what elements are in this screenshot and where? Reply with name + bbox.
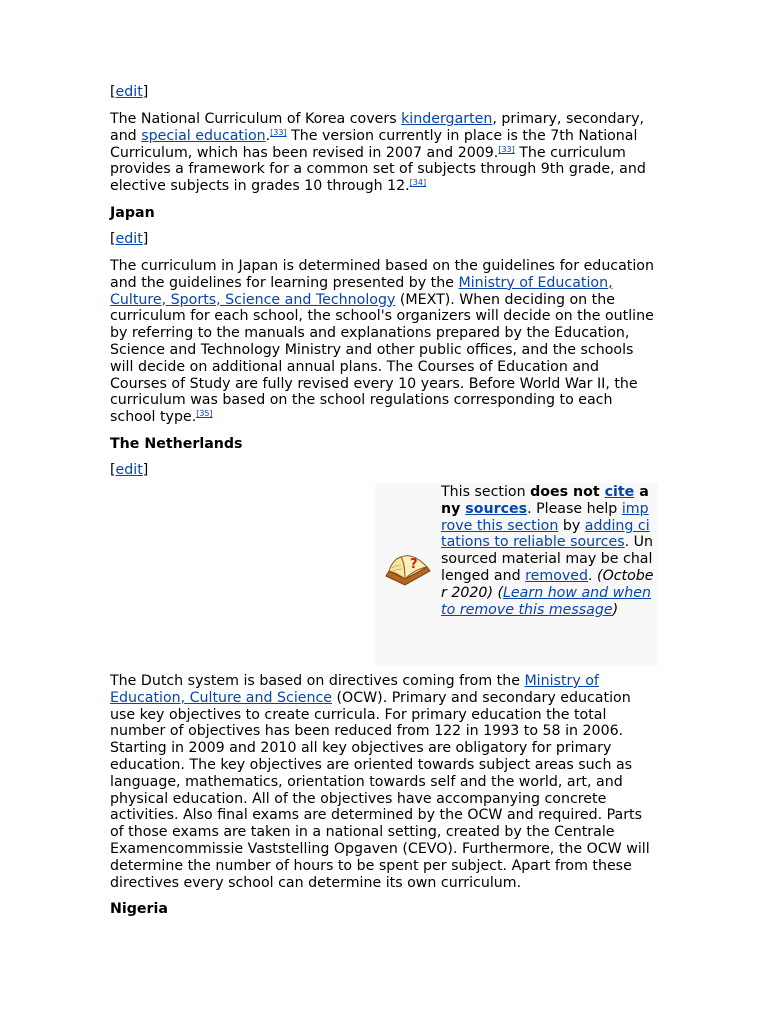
korea-text-3: . [265, 127, 271, 144]
book-question-icon-svg [383, 549, 433, 589]
kindergarten-link[interactable]: kindergarten [401, 111, 493, 127]
notice-text-7: ) [612, 601, 619, 618]
article-content [110, 84, 658, 927]
notice-text-6: ( [492, 584, 504, 601]
notice-text-3: by [558, 517, 585, 534]
japan-text-2: (MEXT). When deciding on the curriculum for each school, the school's organizers will decide on the outline by referring to the manuals and explanations prepared by the Education, Science and Technology Ministry and other public offices, and the schools will decide on additional annual plans. The Courses of Education and Courses of Study are fully revised every 10 years. Before World War II, the curriculum was based on the school regulations corresponding to each school type. [110, 291, 654, 426]
korea-text-2: , primary, secondary, and [110, 111, 644, 144]
book-question-icon [383, 549, 433, 589]
notice-text-1: This section [441, 483, 531, 500]
netherlands-heading: The Netherlands [110, 435, 243, 452]
japan-edit-section [110, 231, 658, 248]
learn-remove-link[interactable]: Learn how and when to remove this message [441, 584, 651, 618]
korea-text-4: The version currently in place is the 7th National Curriculum, which has been revised in 2007 and 2009. [110, 127, 638, 161]
reference-33-link[interactable]: [33] [270, 127, 287, 137]
netherlands-text-2: (OCW). Primary and secondary education use key objectives to create curricula. For primary education the total number of objectives has been reduced from 122 in 1993 to 58 in 2006. Starting in 2009 and 2010 all key objectives are obligatory for primary education. The key objectives are oriented towards subject areas such as language, mathematics, orientation towards self and the world, art, and physical education. All of the objectives have accompanying concrete activities. Also final exams are determined by the OCW and required. Parts of those exams are taken in a national setting, created by the Centrale Examencommissie Vaststelling Opgaven (CEVO). Furthermore, the OCW will determine the number of hours to be spent per subject. Apart from these directives every school can determine its own curriculum. [110, 689, 650, 891]
korea-edit-link[interactable]: edit [115, 84, 143, 100]
edit-bracket-close: ] [142, 230, 149, 247]
japan-paragraph [110, 258, 658, 426]
cite-link[interactable]: cite [604, 483, 635, 500]
improve-section-link[interactable]: improve this section [441, 500, 649, 534]
notice-text [441, 484, 654, 618]
notice-bold-2: any [441, 483, 649, 517]
korea-text-5: The curriculum provides a framework for a common set of subjects through 9th grade, and elective subjects in grades 10 through 12. [110, 144, 646, 195]
japan-heading: Japan [110, 204, 155, 221]
korea-edit-section [110, 84, 658, 101]
edit-bracket-open: [ [110, 230, 116, 247]
korea-text-1: The National Curriculum of Korea covers [110, 111, 402, 127]
edit-bracket-close: ] [142, 461, 149, 478]
removed-link[interactable]: removed [525, 567, 589, 584]
korea-paragraph [110, 111, 658, 195]
notice-text-2: . Please help [527, 500, 622, 517]
japan-edit-link[interactable]: edit [115, 230, 143, 247]
svg-text:?: ? [410, 556, 418, 572]
ocw-link[interactable]: Ministry of Education, Culture and Science [110, 672, 599, 706]
notice-text-4: . Unsourced material may be challenged and [441, 534, 654, 584]
reference-33-link-2[interactable]: [33] [498, 144, 515, 154]
nigeria-heading: Nigeria [110, 901, 168, 918]
adding-citations-link[interactable]: adding citations to reliable sources [441, 517, 650, 551]
japan-text-1: The curriculum in Japan is determined based on the guidelines for education and the guidelines for learning presented by the [110, 257, 654, 291]
mext-link[interactable]: Ministry of Education, Culture, Sports, Science and Technology [110, 274, 613, 308]
netherlands-edit-section [110, 462, 658, 479]
special-education-link[interactable]: special education [141, 127, 266, 144]
edit-bracket-open: [ [110, 461, 116, 478]
reference-34-link[interactable]: [34] [409, 178, 427, 188]
sources-link[interactable]: sources [465, 500, 528, 517]
unreferenced-section-notice [375, 483, 658, 666]
edit-bracket-close: ] [142, 84, 149, 100]
reference-35-link[interactable]: [35] [196, 409, 213, 419]
edit-bracket-open: [ [110, 84, 116, 100]
netherlands-paragraph [110, 673, 658, 891]
netherlands-text-1: The Dutch system is based on directives coming from the [110, 672, 525, 689]
notice-date: (October 2020) [441, 567, 654, 601]
notice-bold-1: does not [530, 483, 605, 500]
notice-text-5: . [588, 567, 598, 584]
netherlands-edit-link[interactable]: edit [115, 461, 143, 478]
